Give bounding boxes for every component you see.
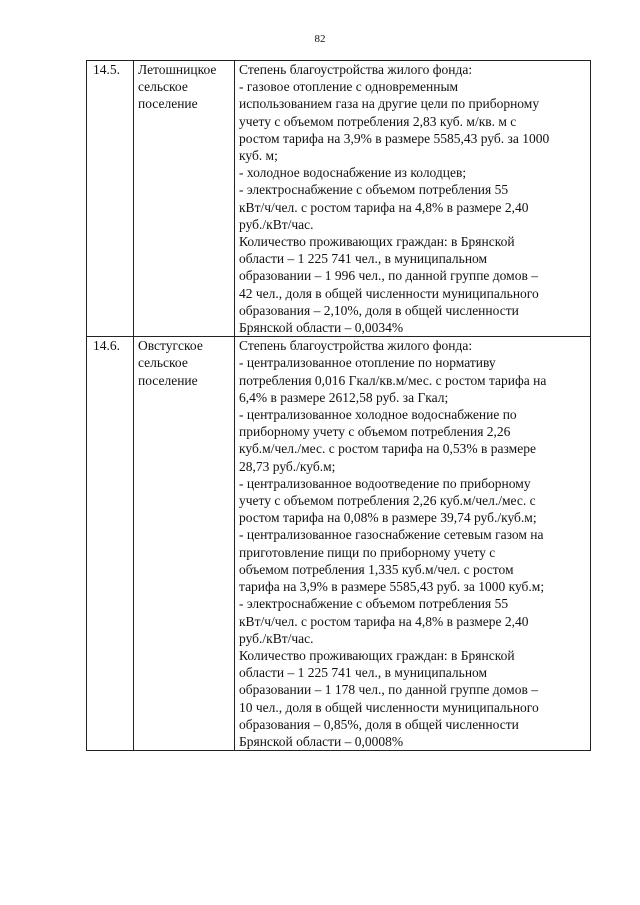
description-line: Степень благоустройства жилого фонда: xyxy=(239,62,473,77)
settlement-name-line: поселение xyxy=(138,372,198,388)
description-line: учету с объемом потребления 2,83 куб. м/кв. м с xyxy=(239,113,517,129)
housing-description xyxy=(235,61,591,337)
description-line: потребления 0,016 Гкал/кв.м/мес. с ростом тарифа на xyxy=(239,372,547,388)
description-line: учету с объемом потребления 2,26 куб.м/чел./мес. с xyxy=(239,493,536,509)
description-line: 10 чел., доля в общей численности муниципального xyxy=(239,699,539,715)
description-line: - холодное водоснабжение из колодцев; xyxy=(239,165,467,181)
description-line: области – 1 225 741 чел., в муниципальном xyxy=(239,665,488,681)
row-number: 14.6. xyxy=(87,337,134,751)
description-line: - централизованное холодное водоснабжение по xyxy=(239,407,517,423)
housing-description xyxy=(235,337,591,751)
settlement-name-line: поселение xyxy=(138,96,198,112)
description-line: кВт/ч/чел. с ростом тарифа на 4,8% в размере 2,40 xyxy=(239,613,529,629)
description-line: использованием газа на другие цели по приборному xyxy=(239,96,540,112)
description-line: - централизованное водоотведение по приборному xyxy=(239,475,531,491)
description-line: ростом тарифа на 3,9% в размере 5585,43 руб. за 1000 xyxy=(239,130,550,146)
description-line: образовании – 1 996 чел., по данной группе домов – xyxy=(239,268,538,284)
settlement-name xyxy=(134,61,235,337)
description-line: - газовое отопление с одновременным xyxy=(239,79,459,95)
description-line: объемом потребления 1,335 куб.м/чел. с ростом xyxy=(239,561,514,577)
description-line: приборному учету с объемом потребления 2,26 xyxy=(239,424,511,440)
settlements-table xyxy=(86,60,591,751)
description-line: Количество проживающих граждан: в Брянской xyxy=(239,647,515,663)
row-number: 14.5. xyxy=(87,61,134,337)
description-line: образовании – 1 178 чел., по данной группе домов – xyxy=(239,682,538,698)
description-line: - централизованное отопление по нормативу xyxy=(239,355,496,371)
description-line: Брянской области – 0,0008% xyxy=(239,733,404,749)
description-line: приготовление пищи по приборному учету с xyxy=(239,544,496,560)
description-line: кВт/ч/чел. с ростом тарифа на 4,8% в размере 2,40 xyxy=(239,199,529,215)
page-number: 82 xyxy=(314,33,326,45)
description-line: куб.м/чел./мес. с ростом тарифа на 0,53% в размере xyxy=(239,441,536,457)
description-line: - электроснабжение с объемом потребления 55 xyxy=(239,596,509,612)
description-line: - централизованное газоснабжение сетевым газом на xyxy=(239,527,544,543)
description-line: Брянской области – 0,0034% xyxy=(239,320,404,336)
table-body xyxy=(87,61,591,751)
settlement-name-line: сельское xyxy=(138,355,188,371)
description-line: образования – 2,10%, доля в общей численности xyxy=(239,302,519,318)
description-line: ростом тарифа на 0,08% в размере 39,74 руб./куб.м; xyxy=(239,510,537,526)
description-line: - электроснабжение с объемом потребления 55 xyxy=(239,182,509,198)
settlement-name-line: сельское xyxy=(138,79,188,95)
description-line: 6,4% в размере 2612,58 руб. за Гкал; xyxy=(239,389,449,405)
description-line: руб./кВт/час. xyxy=(239,216,314,232)
settlement-name xyxy=(134,337,235,751)
settlement-name-line: Летошницкое xyxy=(138,62,217,77)
description-line: образования – 0,85%, доля в общей численности xyxy=(239,716,519,732)
settlement-name-line: Овстугское xyxy=(138,338,203,354)
description-line: Степень благоустройства жилого фонда: xyxy=(239,338,473,354)
table-row xyxy=(87,61,591,337)
table-row xyxy=(87,337,591,751)
description-line: руб./кВт/час. xyxy=(239,630,314,646)
description-line: 28,73 руб./куб.м; xyxy=(239,458,336,474)
description-line: области – 1 225 741 чел., в муниципальном xyxy=(239,251,488,267)
description-line: тарифа на 3,9% в размере 5585,43 руб. за 1000 куб.м; xyxy=(239,579,545,595)
description-line: Количество проживающих граждан: в Брянской xyxy=(239,234,515,250)
description-line: 42 чел., доля в общей численности муниципального xyxy=(239,285,539,301)
description-line: куб. м; xyxy=(239,148,278,164)
